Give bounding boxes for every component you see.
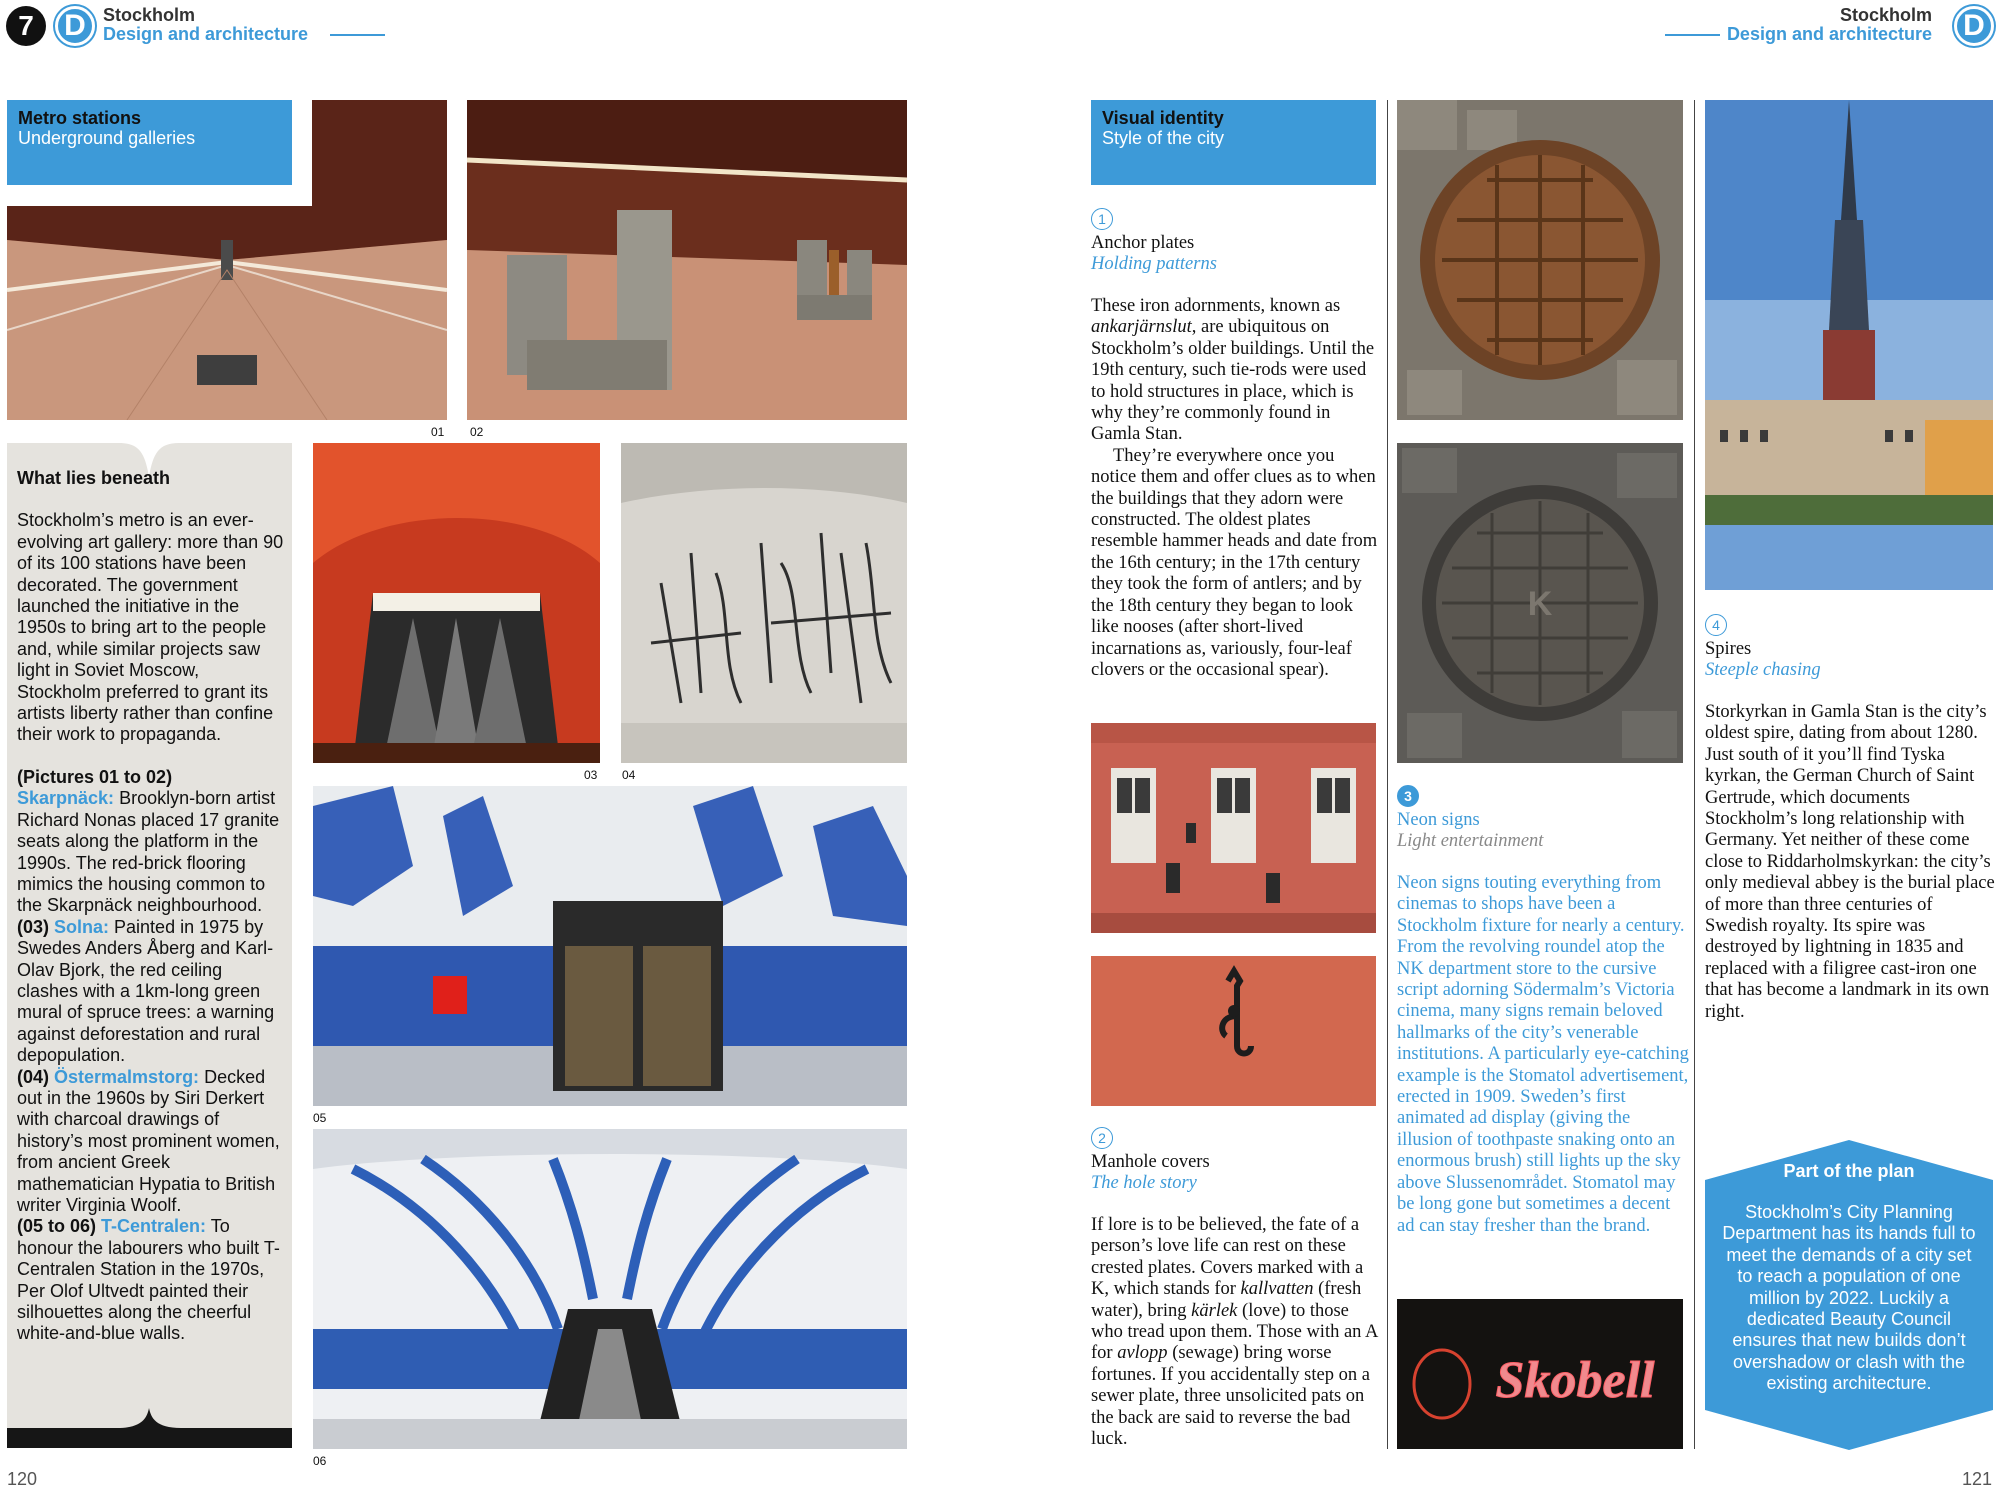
photo-anchor-plate-detail <box>1091 956 1376 1106</box>
photo-05-t-centralen-lifts <box>313 786 907 1106</box>
sidebar-entry-solna <box>17 917 285 1067</box>
section-subtitle: Light entertainment <box>1397 831 1544 851</box>
sidebar-intro: Stockholm’s metro is an ever-evolving art gallery: more than 90 of its 100 stations have been decorated. The government launched the initiative in the 1950s to bring art to the people and, while similar projects saw light in Soviet Moscow, Stockholm preferred to grant its artists liberty rather than confine their work to propaganda. <box>17 510 284 745</box>
photo-number-02: 02 <box>470 425 484 439</box>
part-of-the-plan-box <box>1705 1140 1993 1450</box>
plan-text <box>1717 1160 1981 1395</box>
sidebar-entry-ostermalmstorg <box>17 1067 285 1217</box>
section-number-2 <box>1091 1127 1113 1149</box>
photo-riddarholmskyrkan-spire <box>1705 100 1993 590</box>
header-section: Design and architecture <box>103 24 309 44</box>
text-run: (sewage) bring worse fortunes. If you accidentally step on a sewer plate, three unsolicited pats on the back are said to reverse the bad luck. <box>1091 1343 1370 1450</box>
plan-body: Stockholm’s City Planning Department has its hands full to meet the demands of a city set to reach a population of one million by 2022. Luckily a dedicated Beauty Council ensures that new builds don’t overshadow or clash with the existing architecture. <box>1722 1202 1976 1394</box>
text-emphasis: kärlek <box>1191 1300 1238 1321</box>
text-run: If lore is to be believed, the fate of a person’s love life can rest on these crested plates. Covers marked with a K, which stands for <box>1091 1215 1364 1300</box>
photo-02-granite-seats <box>467 100 907 420</box>
label-visual-identity <box>1091 100 1376 185</box>
text-run: , are ubiquitous on Stockholm’s older buildings. Until the 19th century, such tie-rods were used to hold structures in place, which is why they’re commonly found in Gamla Stan. <box>1091 317 1375 445</box>
section-num: 1 <box>1098 211 1106 227</box>
photo-number-05: 05 <box>313 1111 327 1125</box>
label-title: Metro stations <box>18 108 142 128</box>
section-title: Neon signs <box>1397 810 1480 830</box>
entry-text: Decked out in the 1960s by Siri Derkert with charcoal drawings of history’s most prominent women, from ancient Greek mathematician Hypatia to British writer Virginia Woolf. <box>17 1066 280 1215</box>
text-emphasis: kallvatten <box>1240 1279 1314 1300</box>
photo-anchor-plates-facade <box>1091 723 1376 933</box>
section-neon-signs <box>1397 810 1689 1237</box>
section-letter-badge-right <box>1954 6 1994 46</box>
text-emphasis: avlopp <box>1117 1343 1168 1364</box>
photo-04-ostermalmstorg-drawings <box>621 443 907 763</box>
header-section-right: Design and architecture <box>1726 24 1932 44</box>
page-number-right: 121 <box>1961 1469 1992 1489</box>
section-number-1 <box>1091 208 1113 230</box>
entry-text: Painted in 1975 by Swedes Anders Åberg and Karl-Olav Bjork, the red ceiling clashes with a 1km-long green mural of spruce trees: a warning against deforestation and rural depopulation. <box>17 916 275 1066</box>
entry-ref: (04) <box>17 1066 55 1087</box>
sidebar-heading: What lies beneath <box>17 468 171 488</box>
entry-text: To honour the labourers who built T-Centralen Station in the 1970s, Per Olof Ultvedt painted their silhouettes along the cheerful white-and-blue walls. <box>17 1216 280 1344</box>
sidebar-text <box>17 468 285 1345</box>
section-body-p2: They’re everywhere once you notice them and offer clues as to when the buildings that they adorn were constructed. The oldest plates resemble hammer heads and date from the 16th century; in the 17th century they took the form of antlers; and by the 18th century they began to look like nooses (after short-lived incarnations as, variously, four-leaf clovers or the occasional spear). <box>1091 445 1378 680</box>
text-run: These iron adornments, known as <box>1091 296 1341 316</box>
section-num: 2 <box>1098 1130 1106 1146</box>
section-subtitle: The hole story <box>1091 1173 1197 1193</box>
section-title: Spires <box>1705 639 1752 659</box>
entry-name: Skarpnäck: <box>17 788 115 809</box>
entry-text: Brooklyn-born artist Richard Nonas placed 17 granite seats along the platform in the 1990s. The red-brick flooring mimics the housing common to the Skarpnäck neighbourhood. <box>17 788 280 916</box>
sidebar-what-lies-beneath <box>7 443 292 1448</box>
label-subtitle: Underground galleries <box>18 128 196 148</box>
section-num: 4 <box>1712 617 1720 633</box>
header-city: Stockholm <box>103 5 196 25</box>
text-run: (fresh water), bring <box>1091 1279 1362 1321</box>
text-run: (love) to those who tread upon them. Those with an A for <box>1091 1300 1378 1364</box>
section-body-p1 <box>1091 296 1381 446</box>
section-number-4 <box>1705 614 1727 636</box>
sidebar-entry-skarpnack <box>17 788 285 916</box>
neon-sign-text: Skobell <box>1495 1352 1655 1409</box>
section-body: Neon signs touting everything from cinemas to shops have been a Stockholm fixture for nearly a century. From the revolving roundel atop the NK department store to the cursive script adorning Södermalm’s Victoria cinema, many signs remain beloved hallmarks of the city’s venerable institutions. A particularly eye-catching example is the Stomatol advertisement, erected in 1909. Sweden’s first animated ad display (giving the illusion of toothpaste snaking onto an enormous brush) still lights up the sky above Slussenområdet. Stomatol may be long gone but sometimes a decent ad can stay fresher than the brand. <box>1397 873 1689 1236</box>
photo-manhole-cover-a <box>1397 100 1683 420</box>
section-num: 3 <box>1404 788 1412 804</box>
photo-number-03: 03 <box>584 768 598 782</box>
section-spires <box>1705 639 1997 1023</box>
photo-number-01: 01 <box>431 425 445 439</box>
section-title: Anchor plates <box>1091 233 1195 253</box>
section-letter-badge <box>55 6 95 46</box>
photo-neon-sign <box>1397 1299 1683 1449</box>
chapter-number-badge <box>6 6 46 46</box>
photo-manhole-cover-k <box>1397 443 1683 763</box>
label-title: Visual identity <box>1102 108 1224 128</box>
text-emphasis: ankarjärnslut <box>1091 317 1192 338</box>
section-number-3 <box>1397 785 1419 807</box>
header-city-right: Stockholm <box>1839 5 1932 25</box>
entry-name: Solna: <box>54 916 110 937</box>
column-rule-2 <box>1694 100 1695 1449</box>
manhole-k-letter: K <box>1527 585 1553 623</box>
section-subtitle: Holding patterns <box>1091 254 1217 274</box>
photo-number-04: 04 <box>622 768 636 782</box>
entry-ref: (03) <box>17 916 55 937</box>
section-manhole-covers <box>1091 1152 1381 1450</box>
header-rule <box>330 34 385 36</box>
section-body <box>1091 1215 1381 1450</box>
sidebar-pictures-ref: (Pictures 01 to 02) <box>17 766 173 787</box>
photo-number-06: 06 <box>313 1454 327 1468</box>
sidebar-entry-t-centralen <box>17 1216 285 1344</box>
label-subtitle: Style of the city <box>1102 128 1225 148</box>
entry-name: T-Centralen: <box>101 1216 207 1237</box>
section-title: Manhole covers <box>1091 1152 1210 1172</box>
entry-ref: (05 to 06) <box>17 1216 102 1237</box>
section-letter: D <box>64 9 86 42</box>
plan-title: Part of the plan <box>1783 1161 1915 1181</box>
sidebar-footer-band <box>7 1408 292 1448</box>
label-metro-stations <box>7 100 292 185</box>
column-rule-1 <box>1387 100 1388 1449</box>
section-letter-right: D <box>1963 9 1985 42</box>
photo-03-solna-escalators <box>313 443 600 763</box>
header-rule-right <box>1665 34 1720 36</box>
section-anchor-plates <box>1091 233 1381 681</box>
section-body: Storkyrkan in Gamla Stan is the city’s oldest spire, dating from about 1280. Just south of it you’ll find Tyska kyrkan, the German Church of Saint Gertrude, which documents Stockholm’s long relationship with Germany. Yet neither of these come close to Riddarholmskyrkan: the city’s only medieval abbey is the burial place of more than three centuries of Swedish royalty. Its spire was destroyed by lightning in 1835 and replaced with a filigree cast-iron one that has become a landmark in its own right. <box>1705 702 1995 1022</box>
chapter-number: 7 <box>18 10 34 41</box>
entry-name: Östermalmstorg: <box>54 1066 200 1087</box>
photo-06-t-centralen-escalator <box>313 1129 907 1449</box>
section-subtitle: Steeple chasing <box>1705 660 1821 680</box>
page-number-left: 120 <box>7 1469 38 1489</box>
